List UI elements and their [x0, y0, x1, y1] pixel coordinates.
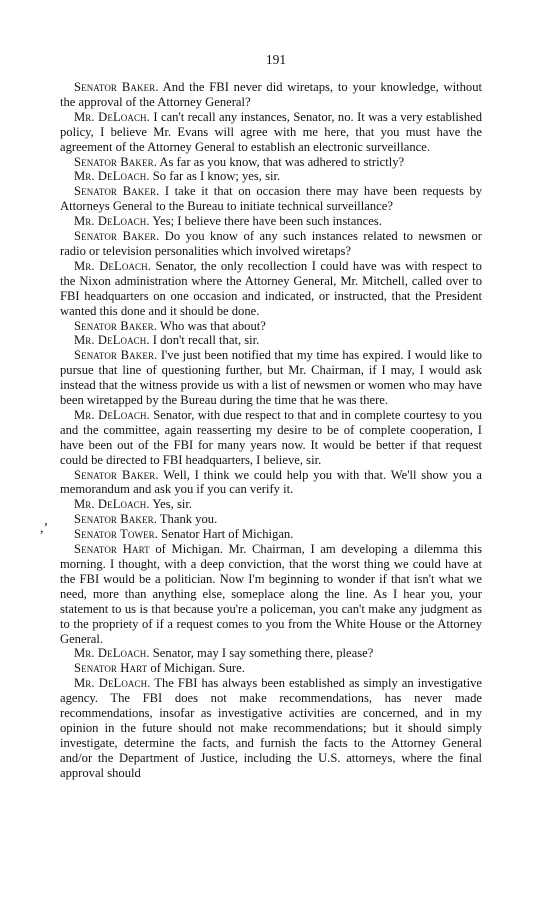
transcript-paragraph — [60, 319, 482, 334]
transcript-paragraph — [60, 229, 482, 259]
paragraph-text: of Michigan. Sure. — [150, 661, 245, 676]
speaker-name: Mr. DeLoach. — [74, 333, 150, 348]
transcript-paragraph — [60, 333, 482, 348]
paragraph-text: Thank you. — [159, 512, 218, 527]
speaker-name: Senator Baker. — [74, 467, 159, 482]
paragraph-text: Well, I think we could help you with that. We'll show you a memorandum and ask you if you can verify it. — [60, 467, 483, 497]
transcript-paragraph — [60, 184, 482, 214]
speaker-name: Mr. DeLoach. — [74, 646, 150, 661]
paragraph-text: I don't recall that, sir. — [152, 333, 260, 348]
paragraph-text: Yes, sir. — [152, 497, 192, 512]
speaker-name: Mr. DeLoach. — [74, 258, 151, 273]
paragraph-text: Senator, may I say something there, please? — [152, 646, 374, 661]
speaker-name: Mr. DeLoach. — [74, 407, 150, 422]
speaker-name: Senator Baker. — [74, 318, 157, 333]
transcript-paragraph — [60, 214, 482, 229]
paragraph-text: The FBI has always been established as simply an investigative agency. The FBI does not make recommendations, has never made recommendations, insofar as investigative activities are concerned, and in my opinion in the future should not make recommendations; but it should simply investigate, determine the facts, and furnish the facts to the Attorney General and/or the Department of Justice, including the U.S. attorneys, where the final approval should — [60, 676, 482, 780]
speaker-name: Senator Baker. — [74, 229, 160, 244]
transcript-paragraph — [60, 468, 482, 498]
transcript-paragraph — [60, 408, 482, 468]
paragraph-text: As far as you know, that was adhered to strictly? — [159, 154, 405, 169]
speaker-name: Mr. DeLoach. — [74, 214, 150, 229]
paragraph-text: Who was that about? — [159, 318, 266, 333]
speaker-name: Senator Baker. — [74, 154, 157, 169]
paragraph-text: So far as I know; yes, sir. — [152, 169, 281, 184]
speaker-name: Senator Baker. — [74, 348, 158, 363]
transcript-paragraph — [60, 542, 482, 646]
speaker-name: Senator Hart — [74, 542, 150, 557]
paragraph-text: Yes; I believe there have been such instances. — [152, 214, 382, 229]
paragraph-text: of Michigan. Mr. Chairman, I am developing a dilemma this morning. I thought, with a deep conviction, that the worst thing we could have at the FBI would be a politician. Now I'm beginning to wonder if that isn't what we need, more than anything else, someplace along the line. As I hear you, your statement to us is that because you're a policeman, you can't make any judgment as to the propriety of if a request comes to you from the White House or the Attorney General. — [60, 542, 482, 646]
margin-mark: ,’ — [40, 521, 49, 536]
transcript-text — [60, 80, 482, 781]
transcript-paragraph — [60, 348, 482, 408]
speaker-name: Mr. DeLoach. — [74, 676, 151, 691]
transcript-paragraph — [60, 497, 482, 512]
transcript-paragraph — [60, 512, 482, 527]
transcript-paragraph — [60, 110, 482, 155]
speaker-name: Mr. DeLoach. — [74, 109, 150, 124]
transcript-paragraph — [60, 527, 482, 542]
transcript-paragraph — [60, 80, 482, 110]
paragraph-text: Do you know of any such instances related to newsmen or radio or television personalities which involved wiretaps? — [60, 229, 482, 258]
transcript-paragraph — [60, 661, 482, 676]
transcript-paragraph — [60, 646, 482, 661]
speaker-name: Senator Hart — [74, 661, 148, 676]
speaker-name: Senator Tower. — [74, 527, 158, 542]
speaker-name: Senator Baker. — [74, 80, 159, 94]
transcript-paragraph — [60, 169, 482, 184]
transcript-paragraph — [60, 155, 482, 170]
paragraph-text: I can't recall any instances, Senator, no. It was a very established policy, I believe Mr. Evans will agree with me here, that you must have the agreement of the Attorney General to establish an electronic surveillance. — [60, 109, 482, 154]
transcript-paragraph — [60, 676, 482, 780]
paragraph-text: Senator Hart of Michigan. — [161, 527, 294, 542]
transcript-paragraph — [60, 259, 482, 319]
speaker-name: Mr. DeLoach. — [74, 169, 150, 184]
page-number: 191 — [265, 52, 287, 67]
speaker-name: Mr. DeLoach. — [74, 497, 150, 512]
speaker-name: Senator Baker. — [74, 512, 157, 527]
paragraph-text: I take it that on occasion there may have been requests by Attorneys General to the Bureau to initiate technical surveillance? — [60, 184, 483, 214]
paragraph-text: Senator, the only recollection I could have was with respect to the Nixon administration where the Attorney General, Mr. Mitchell, called over to FBI headquarters on one occasion and indicated, or instructed, that the President wanted this done and it should be done. — [60, 258, 482, 318]
paragraph-text: I've just been notified that my time has expired. I would like to pursue that line of questioning further, but Mr. Chairman, if I may, I would ask instead that the witness provide us with a list of newsmen or women who may have been wiretapped by the Bureau during the time that he was there. — [60, 348, 482, 408]
speaker-name: Senator Baker. — [74, 184, 160, 199]
paragraph-text: Senator, with due respect to that and in complete courtesy to you and the committee, again reasserting my desire to be of complete cooperation, I have been out of the FBI for many years now. It would be better if that request could be directed to FBI headquarters, I believe, sir. — [60, 407, 482, 467]
paragraph-text: And the FBI never did wiretaps, to your knowledge, without the approval of the Attorney General? — [60, 80, 482, 109]
